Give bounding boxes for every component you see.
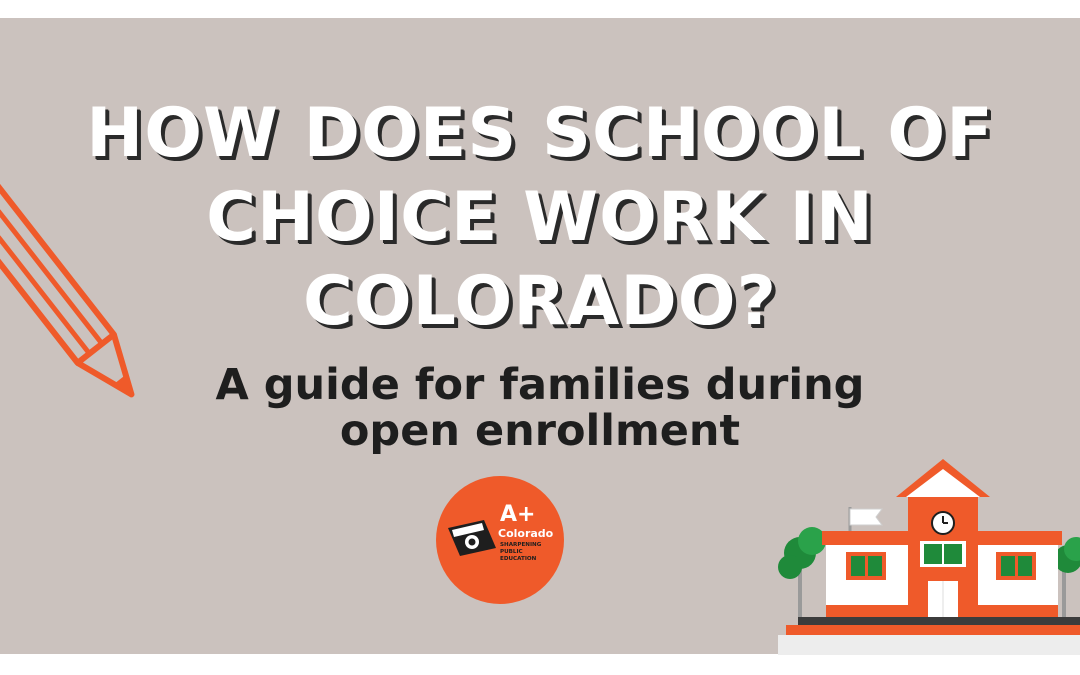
subheading-line-1: A guide for families during (215, 360, 865, 410)
subheading (0, 362, 1080, 454)
headline-line-2: CHOICE WORK IN (206, 178, 874, 257)
logo-tagline-line-3: EDUCATION (500, 556, 537, 562)
subheading-line-2: open enrollment (339, 406, 741, 456)
logo-name: Colorado (498, 527, 554, 540)
logo-tagline-line-1: SHARPENING (500, 542, 542, 548)
logo-tagline-line-2: PUBLIC (500, 549, 523, 555)
headline (0, 92, 1080, 344)
pencil-sharpener-icon (444, 518, 500, 558)
school-building-icon (778, 455, 1080, 655)
headline-line-3: COLORADO? (302, 262, 778, 341)
logo-mark: A+ (500, 502, 536, 527)
logo-tagline (500, 542, 560, 563)
headline-line-1: HOW DOES SCHOOL OF (86, 94, 994, 173)
a-plus-colorado-logo (436, 476, 564, 604)
